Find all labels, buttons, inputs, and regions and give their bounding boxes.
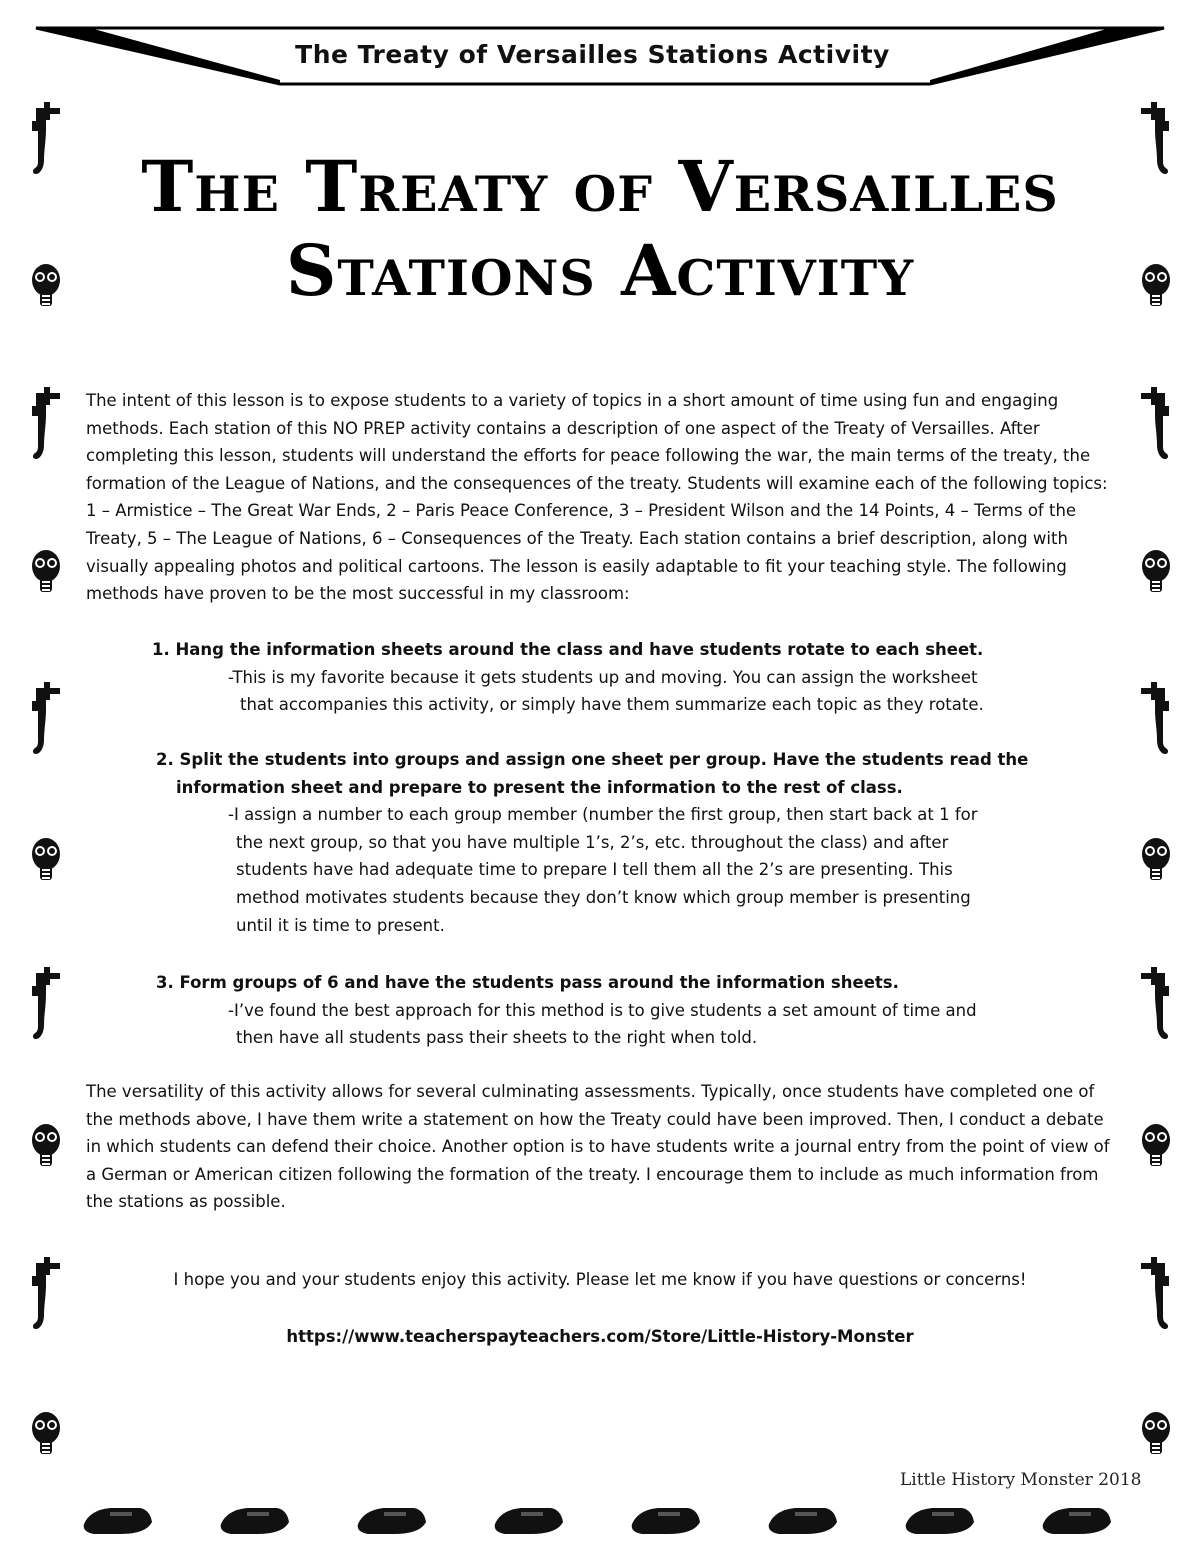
intro-paragraph: The intent of this lesson is to expose students to a variety of topics in a short amount of time using fun and engaging methods. Each station of this NO PREP activity contains a description of one aspect of the Treaty of Versailles. After completing this lesson, students will understand the efforts for peace following the war, the main terms of the treaty, the formation of the League of Nations, and the consequences of the treaty. Students will examine each of the following topics: 1 – Armistice – The Great War Ends, 2 – Paris Peace Conference, 3 – President Wilson and the 14 Points, 4 – Terms of the Treaty, 5 – The League of Nations, 6 – Consequences of the Treaty. Each station contains a brief description, along with visually appealing photos and political cartoons. The lesson is easily adaptable to fit your teaching style. The following methods have proven to be the most successful in my classroom: (86, 391, 1108, 604)
soldier-icon (22, 100, 66, 184)
gas-mask-icon (28, 836, 64, 890)
gas-mask-icon (28, 548, 64, 602)
soldier-icon (1135, 100, 1179, 184)
tank-row (80, 1498, 1130, 1538)
method-2-detail-2: the next group, so that you have multiple 1’s, 2’s, etc. throughout the class) and after (236, 832, 949, 852)
tank-icon (632, 1508, 700, 1534)
gas-mask-icon (1138, 836, 1174, 890)
closing-message: I hope you and your students enjoy this activity. Please let me know if you have questions or concerns! (173, 1270, 1027, 1289)
soldier-icon (22, 385, 66, 469)
method-2-heading-1: 2. Split the students into groups and assign one sheet per group. Have the students read the (156, 750, 1029, 769)
page-title-line1: The Treaty of Versailles (141, 145, 1059, 228)
soldier-icon (1135, 385, 1179, 469)
method-1-detail-2: that accompanies this activity, or simply have them summarize each topic as they rotate. (240, 695, 984, 715)
tank-icon (906, 1508, 974, 1534)
gas-mask-icon (28, 262, 64, 316)
method-2-detail-4: method motivates students because they don’t know which group member is presenting (236, 887, 971, 907)
soldier-icon (1135, 680, 1179, 764)
method-2-detail-1: -I assign a number to each group member (number the first group, then start back at 1 for (228, 805, 978, 825)
banner-title: The Treaty of Versailles Stations Activity (295, 40, 890, 69)
method-3-detail-2: then have all students pass their sheets to the right when told. (236, 1028, 758, 1048)
soldier-icon (22, 680, 66, 764)
method-1-detail-1: -This is my favorite because it gets students up and moving. You can assign the worksheet (228, 667, 978, 687)
tank-icon (84, 1508, 152, 1534)
method-2-detail-5: until it is time to present. (236, 915, 445, 935)
page-title-line2: Stations Activity (285, 229, 915, 312)
tank-icon (495, 1508, 563, 1534)
tank-icon (1043, 1508, 1111, 1534)
tank-icon (769, 1508, 837, 1534)
page-title (0, 145, 1200, 313)
gas-mask-icon (1138, 262, 1174, 316)
outro-paragraph: The versatility of this activity allows for several culminating assessments. Typically, once students have completed one of the methods above, I have them write a statement on how the Treaty could have been improved. Then, I conduct a debate in which students can defend their choice. Another option is to have students write a journal entry from the point of view of a German or American citizen following the formation of the treaty. I encourage them to include as much information from the stations as possible. (86, 1082, 1110, 1212)
method-3-detail-1: -I’ve found the best approach for this method is to give students a set amount of time and (228, 1000, 977, 1020)
method-1-heading: 1. Hang the information sheets around the class and have students rotate to each sheet. (152, 640, 984, 659)
method-2-detail-3: students have had adequate time to prepare I tell them all the 2’s are presenting. This (236, 860, 953, 880)
footer-credit: Little History Monster 2018 (900, 1470, 1142, 1490)
method-2 (156, 746, 1032, 939)
gas-mask-icon (1138, 1410, 1174, 1464)
soldier-icon (1135, 965, 1179, 1049)
gas-mask-icon (28, 1122, 64, 1176)
method-3 (156, 969, 1036, 1052)
method-3-heading: 3. Form groups of 6 and have the students pass around the information sheets. (156, 973, 899, 992)
soldier-icon (1135, 1255, 1179, 1339)
gas-mask-icon (1138, 548, 1174, 602)
store-link[interactable]: https://www.teacherspayteachers.com/Store/Little-History-Monster (286, 1327, 914, 1346)
gas-mask-icon (1138, 1122, 1174, 1176)
gas-mask-icon (28, 1410, 64, 1464)
tank-icon (221, 1508, 289, 1534)
soldier-icon (22, 965, 66, 1049)
method-1 (152, 636, 1032, 719)
method-2-heading-2: information sheet and prepare to present the information to the rest of class. (176, 777, 903, 797)
soldier-icon (22, 1255, 66, 1339)
tank-icon (358, 1508, 426, 1534)
